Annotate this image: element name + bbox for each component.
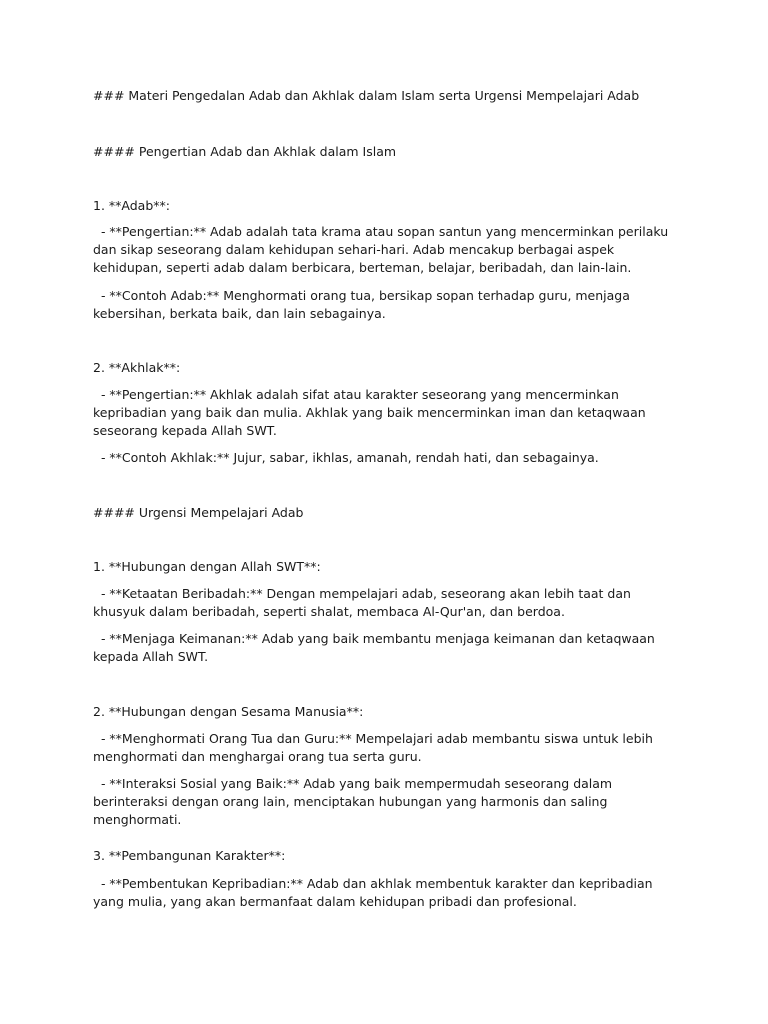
- adab-contoh-paragraph: - **Contoh Adab:** Menghormati orang tua, bersikap sopan terhadap guru, menjaga kebersihan, berkata baik, dan lain sebagainya.: [93, 288, 634, 321]
- interaksi-sosial-paragraph: - **Interaksi Sosial yang Baik:** Adab yang baik mempermudah seseorang dalam berinteraksi dengan orang lain, menciptakan hubungan yang harmonis dan saling menghormati.: [93, 776, 617, 827]
- list-item-hubungan-allah-label: 1. **Hubungan dengan Allah SWT**:: [93, 559, 321, 574]
- adab-pengertian-paragraph: - **Pengertian:** Adab adalah tata krama atau sopan santun yang mencerminkan perilaku dan sikap seseorang dalam kehidupan sehari-hari. Adab mencakup berbagai aspek kehidupan, seperti adab dalam berbicara, berteman, belajar, beribadah, dan lain-lain.: [93, 224, 673, 275]
- menjaga-keimanan-paragraph: - **Menjaga Keimanan:** Adab yang baik membantu menjaga keimanan dan ketaqwaan kepada Allah SWT.: [93, 631, 659, 664]
- list-item-akhlak-label: 2. **Akhlak**:: [93, 360, 181, 375]
- section-heading-urgensi: #### Urgensi Mempelajari Adab: [93, 505, 304, 520]
- list-item-karakter-label: 3. **Pembangunan Karakter**:: [93, 848, 286, 863]
- akhlak-pengertian-paragraph: - **Pengertian:** Akhlak adalah sifat atau karakter seseorang yang mencerminkan kepribadian yang baik dan mulia. Akhlak yang baik mencerminkan iman dan ketaqwaan seseorang kepada Allah SWT.: [93, 387, 650, 438]
- menghormati-paragraph: - **Menghormati Orang Tua dan Guru:** Mempelajari adab membantu siswa untuk lebih menghormati dan menghargai orang tua serta guru.: [93, 731, 657, 764]
- document-title: ### Materi Pengedalan Adab dan Akhlak dalam Islam serta Urgensi Mempelajari Adab: [93, 88, 640, 103]
- section-heading-pengertian: #### Pengertian Adab dan Akhlak dalam Islam: [93, 144, 397, 159]
- pembentukan-kepribadian-paragraph: - **Pembentukan Kepribadian:** Adab dan akhlak membentuk karakter dan kepribadian yang mulia, yang akan bermanfaat dalam kehidupan pribadi dan profesional.: [93, 876, 657, 909]
- akhlak-contoh-paragraph: - **Contoh Akhlak:** Jujur, sabar, ikhlas, amanah, rendah hati, dan sebagainya.: [93, 450, 599, 465]
- ketaatan-beribadah-paragraph: - **Ketaatan Beribadah:** Dengan mempelajari adab, seseorang akan lebih taat dan khusyuk dalam beribadah, seperti shalat, membaca Al-Qur'an, dan berdoa.: [93, 586, 635, 619]
- list-item-hubungan-manusia-label: 2. **Hubungan dengan Sesama Manusia**:: [93, 704, 364, 719]
- list-item-adab-label: 1. **Adab**:: [93, 198, 170, 213]
